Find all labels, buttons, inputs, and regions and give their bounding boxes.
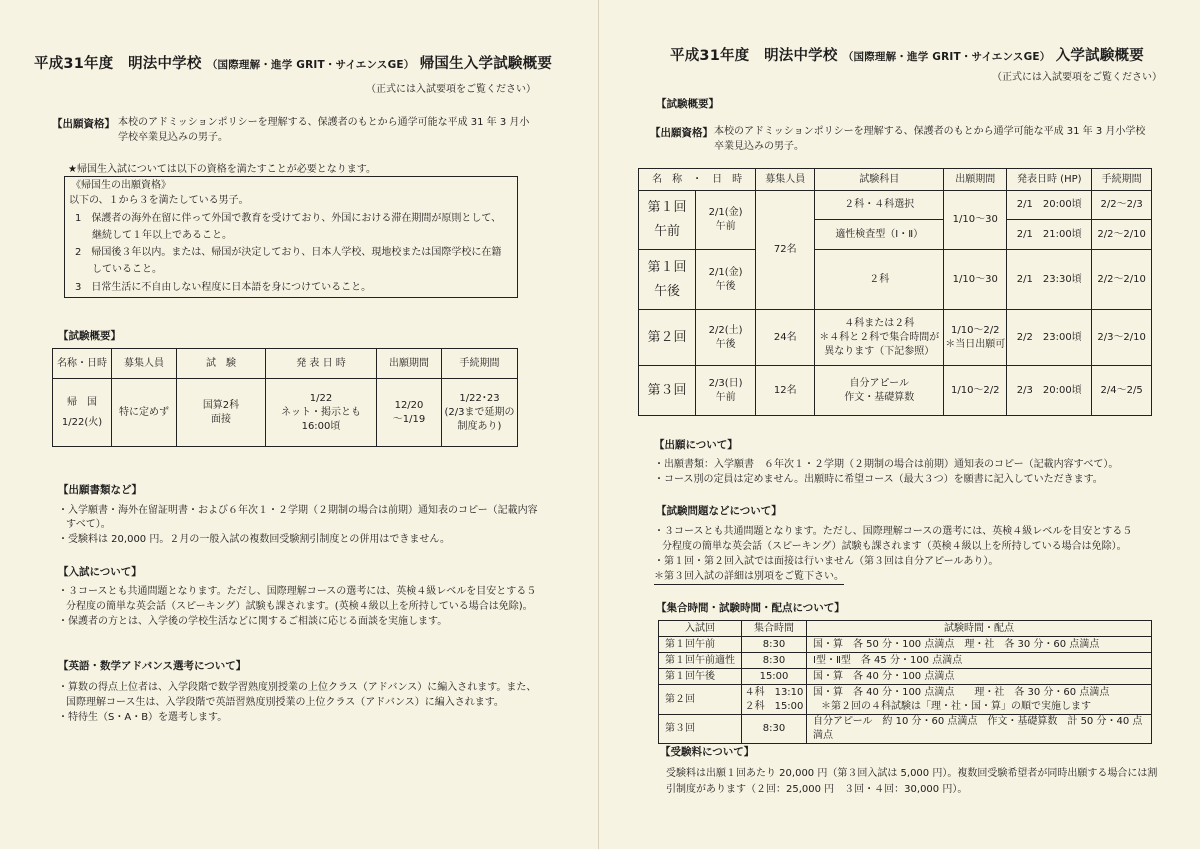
right-page (600, 0, 1200, 849)
table-header: 試験時間・配点 (807, 621, 1152, 637)
cell-announce: 2/1 20:00頃 (1007, 191, 1092, 220)
cell-text: 1/22(火) (61, 416, 103, 428)
box-item3: 3 日常生活に不自由しない程度に日本語を身につけていること。 (75, 282, 372, 293)
cell-gather (742, 685, 807, 715)
cell-text: 面接 (211, 413, 231, 425)
cell-apply: 1/10～30 (944, 191, 1007, 250)
table-row (639, 250, 1152, 310)
right-time-heading: 【集合時間・試験時間・配点について】 (656, 602, 845, 614)
left-entrance-heading: 【入試について】 (58, 566, 142, 578)
table-header: 出願期間 (944, 169, 1007, 191)
cell-text: 午前 (653, 224, 680, 239)
cell-date (696, 366, 756, 416)
cell-apply: 1/10～2/2 (944, 366, 1007, 416)
cell-detail: 国・算 各 40 分・100 点満点 (807, 669, 1152, 685)
cell-round: 第１回午前適性 (659, 653, 742, 669)
cell-apply (377, 379, 442, 447)
left-title-main: 平成31年度 明法中学校 (34, 56, 202, 72)
cell-procedure: 2/2～2/10 (1092, 220, 1152, 250)
cell-date (696, 250, 756, 310)
right-fee-line2: 引制度があります（２回：25,000 円 ３回・４回：30,000 円）。 (666, 784, 968, 795)
right-prob-line2: 分程度の簡単な英会話（スピーキング）試験も課されます（英検４級以上を所持している場合は免除）。 (662, 541, 1127, 552)
table-header: 試験科目 (815, 169, 944, 191)
right-apply-line2: ・コース別の定員は定めません。出願時に希望コース（最大３つ）を願書に記入していただきます。 (654, 474, 1103, 485)
right-fee-line1: 受験料は出願１回あたり 20,000 円（第３回入試は 5,000 円）。複数回受験希望者が同時出願する場合には割 (666, 768, 1158, 779)
box-item2b: していること。 (92, 264, 162, 275)
right-apply-line1: ・出願書類：入学願書 ６年次１・２学期（２期制の場合は前期）通知表のコピー（記載内容すべて）。 (654, 459, 1119, 470)
cell-name (639, 191, 696, 250)
right-qual-line1: 本校のアドミッションポリシーを理解する、保護者のもとから通学可能な平成 31 年 3 月小学校 (714, 126, 1146, 137)
cell-text: 午前 (715, 391, 736, 403)
box-item1a: 1 保護者の海外在留に伴って外国で教育を受けており、外国における滞在期間が原則として、 (75, 213, 502, 224)
cell-gather: 8:30 (742, 715, 807, 744)
cell-text: 2/1(金) (708, 207, 743, 218)
cell-text: ＊当日出願可 (945, 338, 1006, 350)
cell-capacity: 24名 (756, 310, 815, 366)
right-apply-heading: 【出願について】 (654, 439, 738, 451)
cell-subject: ２科 (815, 250, 944, 310)
cell-text: 2/3(日) (708, 377, 743, 389)
table-header: 募集人員 (756, 169, 815, 191)
cell-text: 制度あり) (457, 420, 502, 432)
cell-text: 午前 (715, 221, 736, 232)
cell-text: 16:00頃 (301, 420, 341, 432)
cell-procedure: 2/2～2/10 (1092, 250, 1152, 310)
table-row (639, 366, 1152, 416)
cell-gather: 15:00 (742, 669, 807, 685)
left-page (0, 0, 599, 849)
table-header: 試 験 (177, 349, 266, 379)
cell-procedure (442, 379, 518, 447)
cell-announce: 2/1 23:30頃 (1007, 250, 1092, 310)
left-ent-line2: 分程度の簡単な英会話（スピーキング）試験も課されます。(英検４級以上を所持している場合は免除)。 (66, 601, 533, 612)
right-page-title (670, 44, 1144, 65)
table-row (639, 310, 1152, 366)
left-qualification-box (64, 176, 518, 298)
cell-round: 第１回午前 (659, 637, 742, 653)
cell-text: ～1/19 (392, 413, 426, 425)
cell-capacity: 12名 (756, 366, 815, 416)
cell-text: ４科 13:10 (744, 686, 804, 698)
left-advance-heading: 【英語・数学アドバンス選考について】 (58, 660, 247, 672)
left-adv-line2: 国際理解コース生は、入学段階で英語習熟度別授業の上位クラス（アドバンス）に編入されます。 (66, 697, 504, 708)
table-header: 発 表 日 時 (266, 349, 377, 379)
table-row (659, 715, 1152, 744)
table-row (639, 191, 1152, 220)
cell-text: ２科 15:00 (744, 700, 804, 712)
left-qual-heading: 【出願資格】 (52, 118, 115, 130)
table-header: 手続期間 (1092, 169, 1152, 191)
cell-name (53, 379, 112, 447)
cell-subject: ２科・４科選択 (815, 191, 944, 220)
cell-text: ４科または２科 (844, 317, 915, 329)
right-exam-table (638, 168, 1152, 416)
cell-name: 第３回 (639, 366, 696, 416)
cell-text: 作文・基礎算数 (844, 391, 915, 403)
left-title-sub: （国際理解・進学 GRIT・サイエンスGE） (206, 59, 415, 71)
cell-text: (2/3まで延期の (444, 406, 515, 418)
cell-subject (815, 366, 944, 416)
cell-name (639, 250, 696, 310)
table-row (659, 637, 1152, 653)
left-title-end: 帰国生入学試験概要 (419, 56, 553, 72)
left-ent-line3: ・保護者の方とは、入学後の学校生活などに関するご相談に応じる面談を実施します。 (58, 616, 448, 627)
cell-text: 第１回 (647, 259, 687, 275)
cell-text: ＊４科と２科で集合時間が (819, 331, 940, 343)
cell-subject: 適性検査型（Ⅰ・Ⅱ） (815, 220, 944, 250)
box-item2a: 2 帰国後３年以内。または、帰国が決定しており、日本人学校、現地校または国際学校に在籍 (75, 247, 502, 258)
left-adv-line3: ・特待生（S・A・B）を選考します。 (58, 712, 228, 723)
table-header: 手続期間 (442, 349, 518, 379)
cell-detail: 国・算 各 50 分・100 点満点 理・社 各 30 分・60 点満点 (807, 637, 1152, 653)
cell-text: 国・算 各 40 分・100 点満点 理・社 各 30 分・60 点満点 (813, 686, 1110, 698)
cell-round: 第２回 (659, 685, 742, 715)
right-title-end: 入学試験概要 (1055, 48, 1144, 64)
left-exam-table (52, 348, 518, 447)
cell-detail: 自分アピール 約 10 分・60 点満点 作文・基礎算数 計 50 分・40 点満点 (807, 715, 1152, 744)
cell-text: ネット・掲示とも (281, 406, 361, 418)
cell-apply: 1/10～30 (944, 250, 1007, 310)
table-row (659, 685, 1152, 715)
cell-date (696, 310, 756, 366)
cell-apply (944, 310, 1007, 366)
cell-date (696, 191, 756, 250)
cell-text: 午後 (715, 338, 736, 350)
left-qual-line2: 学校卒業見込みの男子。 (118, 132, 228, 143)
cell-round: 第３回 (659, 715, 742, 744)
cell-procedure: 2/4～2/5 (1092, 366, 1152, 416)
cell-text: 自分アピール (849, 377, 909, 389)
right-title-main: 平成31年度 明法中学校 (670, 48, 838, 64)
cell-text: 異なります（下記参照） (824, 345, 935, 357)
cell-text: 午後 (715, 280, 736, 292)
cell-text: 12/20 (394, 399, 424, 411)
table-header-row (53, 349, 518, 379)
right-qual-line2: 卒業見込みの男子。 (714, 141, 804, 152)
right-title-sub: （国際理解・進学 GRIT・サイエンスGE） (842, 51, 1051, 63)
table-header: 募集人員 (112, 349, 177, 379)
left-docs-line3: ・受験料は 20,000 円。２月の一般入試の複数回受験割引制度との併用はできません。 (58, 534, 450, 545)
cell-announce: 2/2 23:00頃 (1007, 310, 1092, 366)
table-header-row (639, 169, 1152, 191)
cell-name: 第２回 (639, 310, 696, 366)
left-qual-line1: 本校のアドミッションポリシーを理解する、保護者のもとから通学可能な平成 31 年 3 月小 (118, 117, 530, 128)
cell-gather: 8:30 (742, 637, 807, 653)
cell-text: 国算2科 (202, 399, 240, 411)
right-exam-heading: 【試験概要】 (656, 98, 719, 110)
right-problem-heading: 【試験問題などについて】 (656, 505, 782, 517)
cell-announce: 2/3 20:00頃 (1007, 366, 1092, 416)
cell-text: 1/10～2/2 (950, 324, 1000, 336)
left-docs-heading: 【出願書類など】 (58, 484, 142, 496)
cell-announce (266, 379, 377, 447)
box-line1: 以下の、１から３を満たしている男子。 (69, 195, 249, 206)
cell-detail (807, 685, 1152, 715)
cell-gather: 8:30 (742, 653, 807, 669)
left-docs-line1: ・入学願書・海外在留証明書・および６年次１・２学期（２期制の場合は前期）通知表のコピー（記載内容 (58, 505, 538, 516)
table-header: 名 称 ・ 日 時 (639, 169, 756, 191)
left-note: （正式には入試要項をご覧ください） (366, 84, 536, 95)
box-item1b: 継続して１年以上であること。 (92, 230, 232, 241)
left-adv-line1: ・算数の得点上位者は、入学段階で数学習熟度別授業の上位クラス（アドバンス）に編入されます。また、 (58, 682, 537, 693)
right-time-table (658, 620, 1152, 744)
cell-text: 午後 (653, 283, 680, 299)
box-title: 《帰国生の出願資格》 (71, 180, 171, 191)
cell-announce: 2/1 21:00頃 (1007, 220, 1092, 250)
cell-text: 1/22 (309, 392, 333, 404)
table-header: 入試回 (659, 621, 742, 637)
right-prob-line1: ・３コースとも共通問題となります。ただし、国際理解コースの選考には、英検４級レベルを目安とする５ (654, 526, 1133, 537)
table-header-row (659, 621, 1152, 637)
cell-exam (177, 379, 266, 447)
cell-text: ＊第２回の４科試験は「理・社・国・算」の順で実施します (821, 700, 1091, 712)
cell-text: 帰 国 (67, 396, 97, 408)
left-page-title (34, 52, 552, 73)
cell-subject (815, 310, 944, 366)
left-star-note: ★帰国生入試については以下の資格を満たすことが必要となります。 (68, 164, 376, 175)
cell-text: 第１回 (647, 200, 687, 215)
left-exam-heading: 【試験概要】 (58, 330, 121, 342)
table-row (53, 379, 518, 447)
table-header: 集合時間 (742, 621, 807, 637)
cell-capacity: 特に定めず (112, 379, 177, 447)
cell-detail: Ⅰ型・Ⅱ型 各 45 分・100 点満点 (807, 653, 1152, 669)
left-ent-line1: ・３コースとも共通問題となります。ただし、国際理解コースの選考には、英検４級レベルを目安とする５ (58, 586, 537, 597)
cell-round: 第１回午後 (659, 669, 742, 685)
cell-text: 2/1(金) (708, 266, 743, 278)
table-row (659, 653, 1152, 669)
table-header: 名称・日時 (53, 349, 112, 379)
cell-text: 1/22･23 (459, 392, 500, 404)
cell-capacity: 72名 (756, 191, 815, 310)
table-header: 発表日時 (HP) (1007, 169, 1092, 191)
right-fee-heading: 【受験料について】 (660, 746, 755, 758)
cell-procedure: 2/2～2/3 (1092, 191, 1152, 220)
table-row (659, 669, 1152, 685)
right-note: （正式には入試要項をご覧ください） (992, 72, 1162, 83)
table-header: 出願期間 (377, 349, 442, 379)
cell-procedure: 2/3～2/10 (1092, 310, 1152, 366)
right-qual-heading: 【出願資格】 (650, 127, 713, 139)
cell-text: 2/2(土) (708, 324, 743, 336)
left-docs-line2: すべて）。 (66, 519, 111, 530)
right-prob-line3: ・第１回・第２回入試では面接は行いません（第３回は自分アピールあり）。 (654, 556, 999, 567)
right-prob-line4: ＊第３回入試の詳細は別項をご覧下さい。 (654, 569, 844, 585)
